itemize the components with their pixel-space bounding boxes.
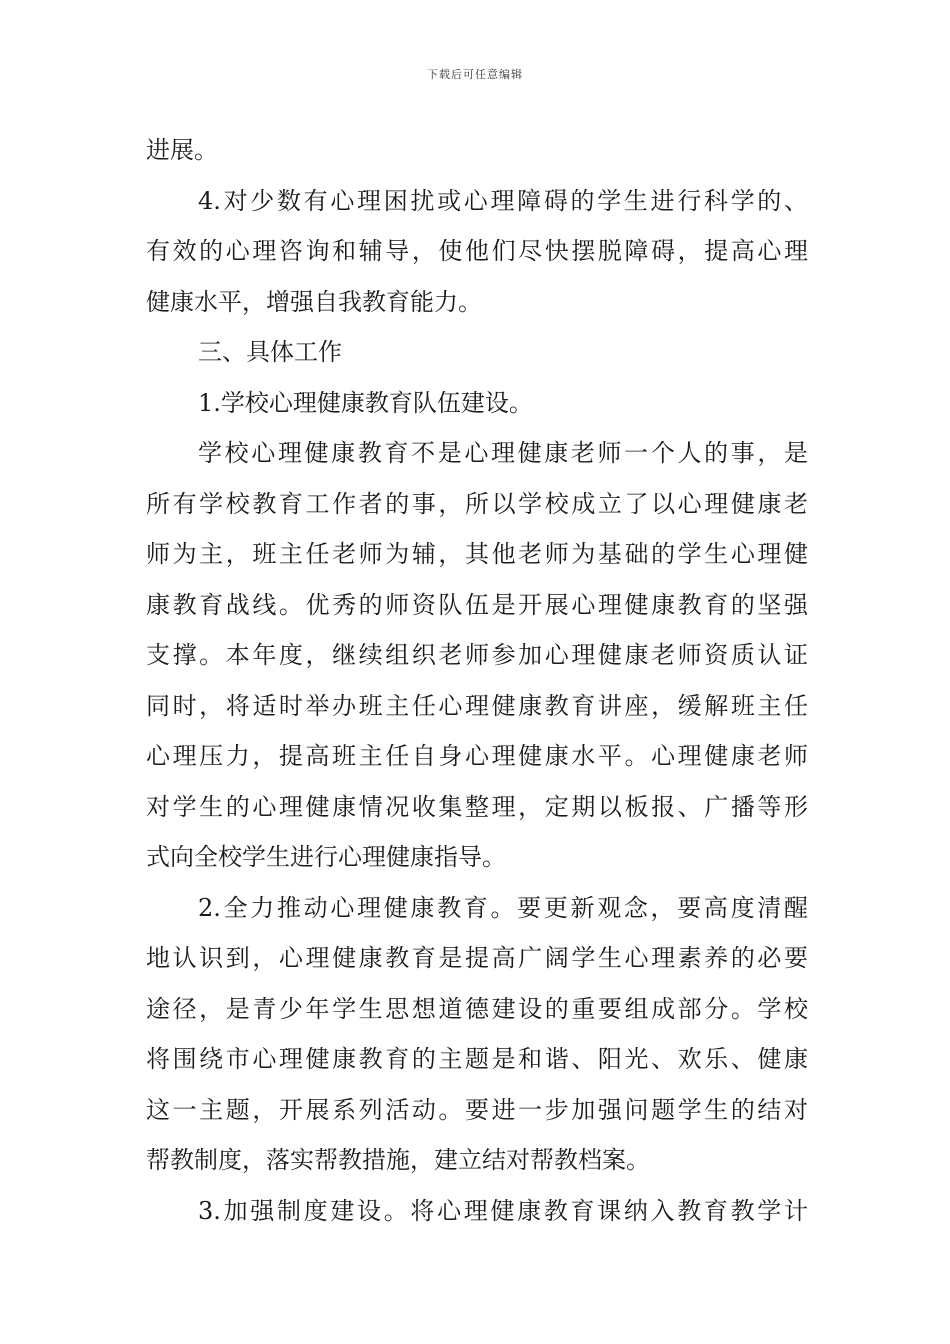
- text-line: 帮教制度，落实帮教措施，建立结对帮教档案。: [146, 1146, 650, 1174]
- text-line: 3.加强制度建设。将心理健康教育课纳入教育教学计: [198, 1196, 808, 1225]
- text-line: 师为主，班主任老师为辅，其他老师为基础的学生心理健: [146, 540, 808, 568]
- document-body: [146, 125, 808, 1236]
- text-line: 健康水平，增强自我教育能力。: [146, 287, 482, 316]
- text-line: 有效的心理咨询和辅导，使他们尽快摆脱障碍，提高心理: [146, 237, 808, 265]
- text-line: 心理压力，提高班主任自身心理健康水平。心理健康老师: [146, 742, 808, 770]
- text-line: 支撑。本年度，继续组织老师参加心理健康老师资质认证: [146, 641, 808, 669]
- text-line: 对学生的心理健康情况收集整理，定期以板报、广播等形: [146, 792, 808, 821]
- text-line: 同时，将适时举办班主任心理健康教育讲座，缓解班主任: [146, 691, 808, 720]
- text-line: 康教育战线。优秀的师资队伍是开展心理健康教育的坚强: [146, 590, 808, 619]
- text-line: 进展。: [146, 136, 218, 164]
- page-header: 下载后可任意编辑: [427, 68, 523, 81]
- text-line: 途径，是青少年学生思想道德建设的重要组成部分。学校: [146, 994, 808, 1023]
- text-line: 式向全校学生进行心理健康指导。: [146, 843, 506, 871]
- text-line: 将围绕市心理健康教育的主题是和谐、阳光、欢乐、健康: [146, 1045, 808, 1073]
- subsection-heading: 1.学校心理健康教育队伍建设。: [198, 388, 533, 417]
- text-line: 这一主题，开展系列活动。要进一步加强问题学生的结对: [146, 1095, 808, 1124]
- text-line: 4.对少数有心理困扰或心理障碍的学生进行科学的、: [198, 186, 808, 215]
- text-line: 2.全力推动心理健康教育。要更新观念，要高度清醒: [198, 893, 808, 922]
- text-line: 所有学校教育工作者的事，所以学校成立了以心理健康老: [146, 489, 808, 518]
- section-heading: 三、具体工作: [198, 338, 342, 366]
- text-line: 地认识到，心理健康教育是提高广阔学生心理素养的必要: [146, 944, 808, 972]
- text-line: 学校心理健康教育不是心理健康老师一个人的事，是: [198, 439, 808, 467]
